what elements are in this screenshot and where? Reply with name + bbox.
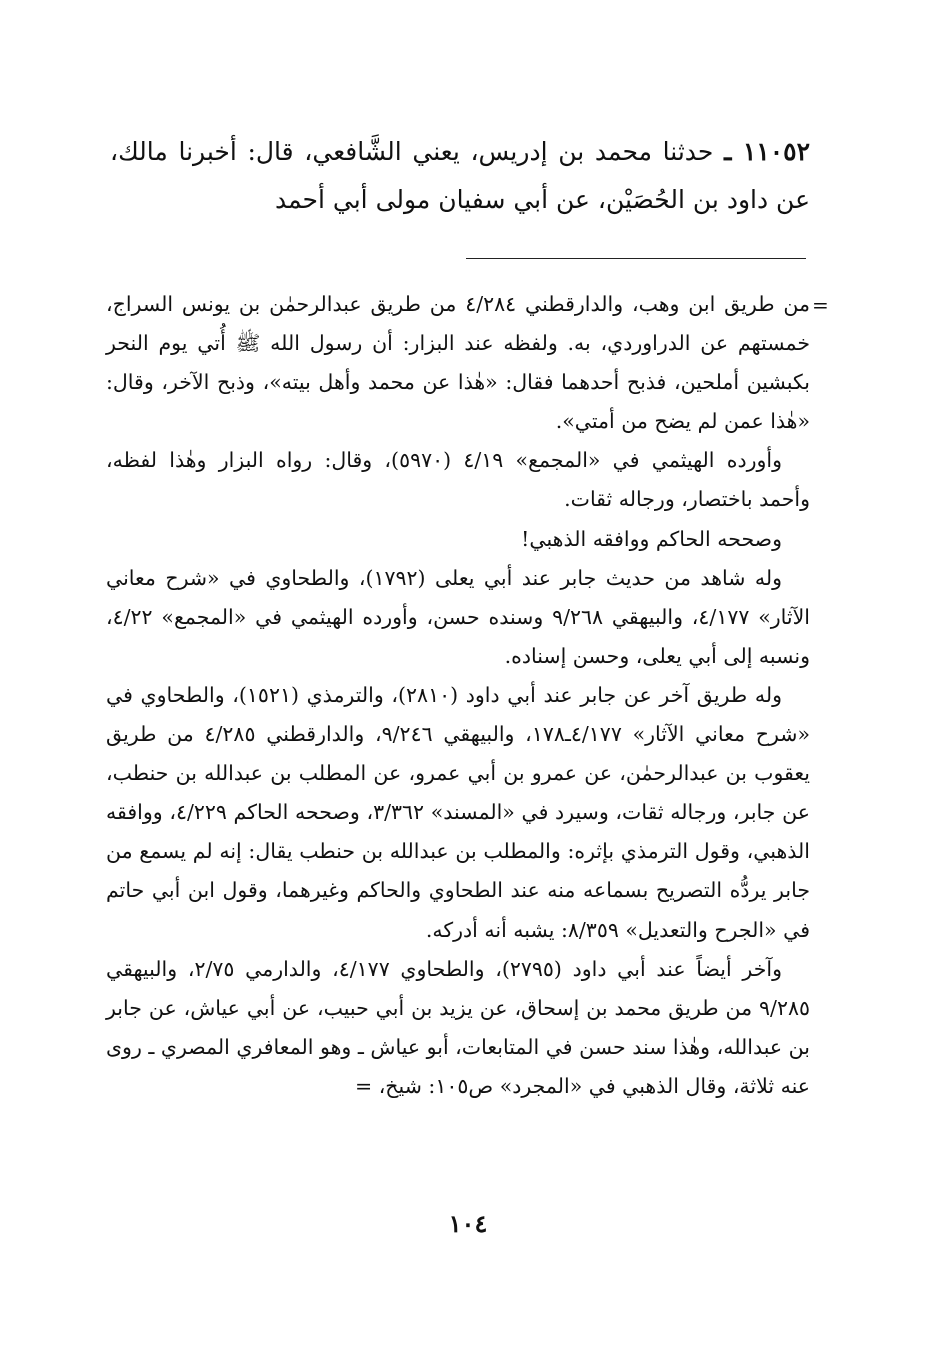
footnote-continuation-marker: = bbox=[812, 293, 829, 317]
hadith-text: حدثنا محمد بن إدريس، يعني الشَّافعي، قال: أخبرنا مالك، عن داود بن الحُصَيْن، عن أبي سفيان مولى أبي أحمد bbox=[110, 137, 810, 214]
footnote-paragraph: وآخر أيضاً عند أبي داود (٢٧٩٥)، والطحاوي ٤/١٧٧، والدارمي ٢/٧٥، والبيهقي ٩/٢٨٥ من طريق محمد بن إسحاق، عن يزيد بن أبي حبيب، عن أبي عياش، عن جابر بن عبدالله، وهٰذا سند حسن في المتابعات، أبو عياش ـ وهو المعافري المصري ـ روى عنه ثلاثة، وقال الذهبي في «المجرد» ص١٠٥: شيخ، = bbox=[106, 956, 810, 1098]
footnote-paragraph: وله شاهد من حديث جابر عند أبي يعلى (١٧٩٢)، والطحاوي في «شرح معاني الآثار» ٤/١٧٧، والبيهقي ٩/٢٦٨ وسنده حسن، وأورده الهيثمي في «المجمع» ٤/٢٢، ونسبه إلى أبي يعلى، وحسن إسناده. bbox=[106, 565, 810, 668]
footnote-paragraph: وله طريق آخر عن جابر عند أبي داود (٢٨١٠)، والترمذي (١٥٢١)، والطحاوي في «شرح معاني الآثار» ٤/١٧٧ـ١٧٨، والبيهقي ٩/٢٤٦، والدارقطني ٤/٢٨٥ من طريق يعقوب بن عبدالرحمٰن، عن عمرو بن أبي عمرو، عن المطلب بن عبدالله بن حنطب، عن جابر، ورجاله ثقات، وسيرد في «المسند» ٣/٣٦٢، وصححه الحاكم ٤/٢٢٩، ووافقه الذهبي، وقول الترمذي بإثره: والمطلب بن عبدالله بن حنطب يقال: إنه لم يسمع من جابر يردُّه التصريح بسماعه منه عند الطحاوي والحاكم وغيرهما، وقول ابن أبي حاتم في «الجرح والتعديل» ٨/٣٥٩: يشبه أنه أدركه. bbox=[106, 682, 810, 942]
footnote-paragraph: وصححه الحاكم ووافقه الذهبي! bbox=[521, 526, 782, 551]
page-number: ١٠٤ bbox=[448, 1209, 488, 1238]
footnotes bbox=[106, 285, 810, 1106]
hadith-paragraph bbox=[110, 128, 810, 224]
main-text bbox=[110, 128, 810, 224]
footnote-separator bbox=[466, 258, 806, 259]
hadith-number: ١١٠٥٢ ـ bbox=[724, 137, 811, 166]
footnote-paragraph: من طريق ابن وهب، والدارقطني ٤/٢٨٤ من طريق عبدالرحمٰن بن يونس السراج، خمستهم عن الدراوردي، به. ولفظه عند البزار: أن رسول الله ﷺ أُتي يوم النحر بكبشين أملحين، فذبح أحدهما فقال: «هٰذا عن محمد وأهل بيته»، وذبح الآخر، وقال: «هٰذا عمن لم يضح من أمتي». bbox=[106, 292, 810, 434]
footnote-paragraph: وأورده الهيثمي في «المجمع» ٤/١٩ (٥٩٧٠)، وقال: رواه البزار وهٰذا لفظه، وأحمد باختصار، ورجاله ثقات. bbox=[106, 448, 810, 512]
